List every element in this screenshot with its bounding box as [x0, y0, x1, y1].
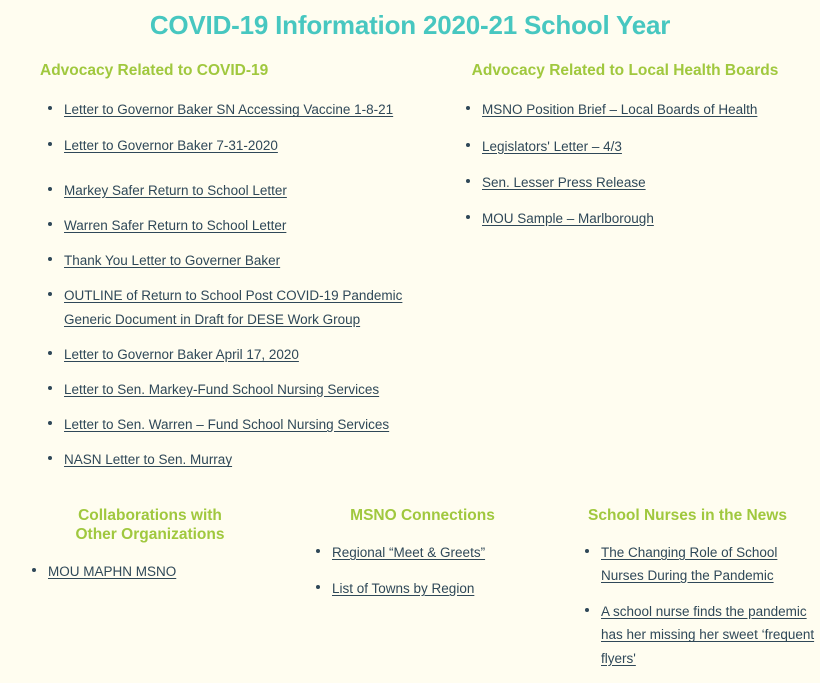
list-item: [316, 577, 555, 600]
advocacy-covid-list: [22, 98, 430, 471]
list-item: [466, 207, 820, 230]
list-item: [466, 135, 820, 158]
collaborations-heading: [10, 506, 290, 545]
link-letter-governor-baker-7-31-2020[interactable]: Letter to Governor Baker 7-31-2020: [64, 137, 278, 153]
list-item: [48, 413, 430, 436]
link-mou-maphn-msno[interactable]: MOU MAPHN MSNO: [48, 564, 177, 580]
list-item: [466, 171, 820, 194]
msno-connections-heading: MSNO Connections: [350, 506, 495, 524]
list-item: [32, 560, 290, 583]
collaborations-list: [10, 560, 290, 583]
advocacy-covid-heading: Advocacy Related to COVID-19: [40, 62, 269, 80]
list-item: [316, 541, 555, 564]
list-item: [48, 378, 430, 401]
list-item: [48, 249, 430, 272]
list-item: [48, 214, 430, 237]
link-changing-role-of-school-nurses[interactable]: The Changing Role of School Nurses During the Pandemic: [601, 544, 778, 584]
link-nasn-letter-sen-murray[interactable]: NASN Letter to Sen. Murray: [64, 452, 233, 468]
link-list-of-towns-by-region[interactable]: List of Towns by Region: [332, 581, 475, 597]
bottom-section: [0, 506, 820, 683]
page-title: COVID-19 Information 2020-21 School Year: [149, 10, 671, 40]
link-regional-meet-and-greets[interactable]: Regional “Meet & Greets”: [332, 544, 486, 560]
collaborations-column: [0, 506, 290, 683]
link-outline-return-to-school[interactable]: OUTLINE of Return to School Post COVID-19 Pandemic Generic Document in Draft for DESE Work Group: [64, 288, 403, 327]
link-school-nurse-frequent-flyers[interactable]: A school nurse finds the pandemic has her missing her sweet ‘frequent flyers': [601, 604, 815, 666]
list-item: [48, 179, 430, 202]
link-letter-sen-markey-fund[interactable]: Letter to Sen. Markey-Fund School Nursing Services: [64, 381, 380, 397]
nurses-in-news-heading: School Nurses in the News: [588, 506, 787, 524]
list-item: [48, 343, 430, 366]
list-item: [585, 600, 820, 670]
advocacy-health-boards-list: [430, 98, 820, 230]
advocacy-health-boards-heading: Advocacy Related to Local Health Boards: [471, 62, 779, 80]
list-item: [48, 134, 430, 157]
link-letter-sen-warren-fund[interactable]: Letter to Sen. Warren – Fund School Nursing Services: [64, 417, 390, 433]
link-mou-sample-marlborough[interactable]: MOU Sample – Marlborough: [482, 211, 654, 227]
link-warren-safer-return[interactable]: Warren Safer Return to School Letter: [64, 218, 287, 234]
link-legislators-letter[interactable]: Legislators' Letter – 4/3: [482, 138, 622, 154]
top-section: [0, 61, 820, 483]
advocacy-health-boards-column: [430, 61, 820, 483]
nurses-in-news-column: [555, 506, 820, 683]
msno-connections-column: [290, 506, 555, 683]
link-sen-lesser-press-release[interactable]: Sen. Lesser Press Release: [482, 174, 646, 190]
list-item: [585, 541, 820, 587]
link-thank-you-letter-governer-baker[interactable]: Thank You Letter to Governer Baker: [64, 253, 281, 269]
list-item: [48, 284, 430, 330]
collaborations-heading-line2: Other Organizations: [75, 525, 225, 543]
list-item: [48, 98, 430, 121]
link-markey-safer-return[interactable]: Markey Safer Return to School Letter: [64, 182, 287, 198]
link-letter-governor-baker-vaccine[interactable]: Letter to Governor Baker SN Accessing Vaccine 1-8-21: [64, 102, 394, 118]
msno-connections-list: [290, 541, 555, 600]
link-letter-governor-baker-april-17[interactable]: Letter to Governor Baker April 17, 2020: [64, 346, 299, 362]
advocacy-covid-column: [0, 61, 430, 483]
collaborations-heading-line1: Collaborations with: [78, 506, 222, 524]
nurses-in-news-list: [555, 541, 820, 670]
link-msno-position-brief[interactable]: MSNO Position Brief – Local Boards of Health: [482, 102, 758, 118]
list-item: [466, 98, 820, 121]
list-item: [48, 448, 430, 471]
